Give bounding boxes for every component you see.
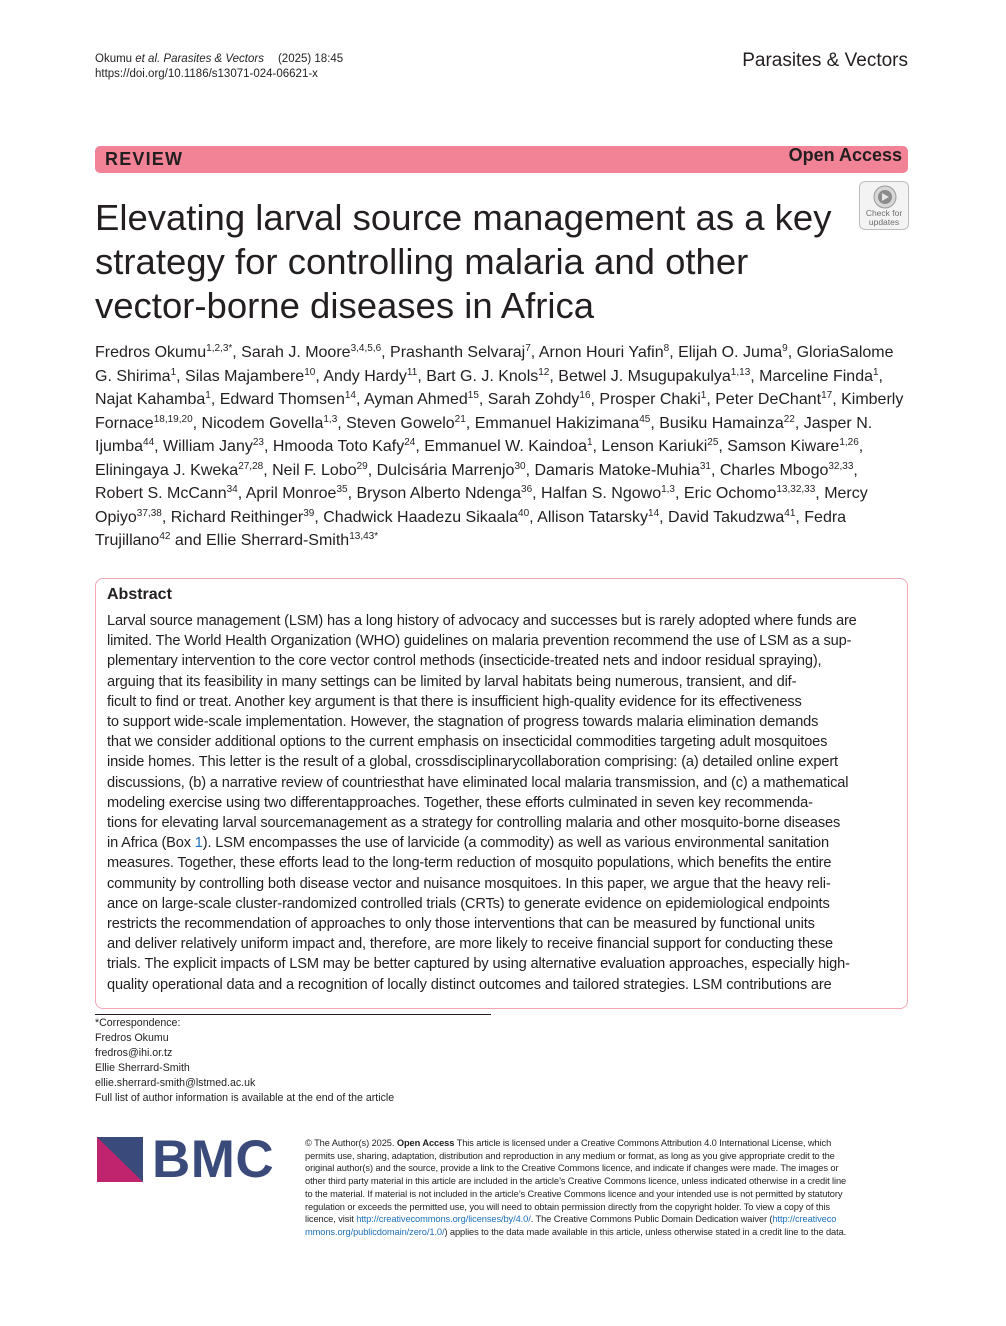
author: [356, 485, 532, 502]
author: [541, 485, 675, 502]
license-line: regulation or exceeds the permitted use, you will need to obtain permission directly from the copyright holder. To view a copy of this: [305, 1201, 830, 1212]
license-text: . The Creative Commons Public Domain Dedication waiver (: [530, 1214, 773, 1225]
author: [475, 415, 651, 432]
author-name: Chadwick Haadezu Sikaala: [323, 508, 519, 526]
author-affiliation: 37,38: [136, 507, 162, 519]
author-name: Mercy Opiyo: [95, 485, 868, 526]
license-text: licence, visit: [305, 1214, 357, 1225]
author-name: Eric Ochomo: [683, 485, 777, 502]
abstract-line: limited. The World Health Organization (WHO) guidelines on malaria prevention recommend the use of LSM as a sup-: [107, 633, 852, 650]
check-for-updates-icon: [873, 185, 897, 209]
author: [720, 462, 854, 479]
copyright: © The Author(s) 2025.: [305, 1138, 397, 1148]
correspondence-label: *Correspondence:: [95, 1017, 181, 1029]
author-affiliation: 40: [518, 507, 530, 519]
license-line: other third party material in this article are included in the article’s Creative Commons licence, unless indicated otherwise in a credit line: [305, 1176, 847, 1187]
author: [95, 344, 232, 361]
abstract-line: Larval source management (LSM) has a long history of advocacy and successes but is rarely adopted where funds are: [107, 613, 857, 629]
author-affiliation: 18,19,20: [153, 413, 193, 425]
author-name: Damaris Matoke-Muhia: [534, 461, 700, 479]
author-affiliation: 21: [454, 413, 466, 425]
author-name: Najat Kahamba: [95, 391, 206, 408]
correspondence-email-1[interactable]: fredros@ihi.or.tz: [95, 1047, 173, 1059]
author-affiliation: 30: [514, 460, 526, 472]
abstract-line: tions for elevating larval sourcemanagement as a strategy for controlling malaria and other mosquito-borne diseases: [107, 815, 841, 832]
author-affiliation: 31: [699, 460, 711, 472]
citation-year: (2025) 18:45: [277, 53, 344, 65]
abstract-line: and deliver relatively uniform impact and, therefore, are more likely to receive financial support for conducting these: [107, 936, 833, 953]
abstract-line: plementary intervention to the core vector control methods (insecticide-treated nets and indoor residual spraying),: [107, 653, 822, 670]
abstract-line: modeling exercise using two differentapproaches. Together, these efforts culminated in seven key recommenda-: [107, 794, 813, 811]
abstract-line: quality operational data and a recognition of locally distinct outcomes and tailored strategies. LSM contributions are: [107, 976, 832, 993]
author: [534, 462, 711, 479]
abstract-line: ficult to find or treat. Another key argument is that there is insufficient high-quality evidence for its effectiveness: [107, 693, 802, 710]
license-text: ) applies to the data made available in this article, unless otherwise stated in a credit line to the data.: [444, 1226, 847, 1237]
author: [364, 391, 479, 408]
footnote-rule: [95, 1014, 491, 1015]
author: [95, 391, 211, 408]
citation-etal: et al.: [135, 53, 161, 65]
author-affiliation: 1: [170, 366, 177, 378]
license-line: [305, 1137, 908, 1150]
author-affiliation: 1: [872, 366, 879, 378]
author: [323, 368, 417, 385]
abstract-heading: Abstract: [107, 586, 172, 603]
author: [323, 509, 529, 526]
box-link[interactable]: 1: [194, 835, 203, 852]
author-name: Emmanuel Hakizimana: [474, 414, 640, 432]
author-affiliation: 16: [579, 390, 591, 401]
author: [202, 415, 338, 432]
author: [539, 344, 669, 361]
journal-name: Parasites & Vectors: [742, 50, 908, 71]
author-name: Halfan S. Ngowo: [541, 485, 662, 502]
author: [727, 438, 859, 455]
author-name: Neil F. Lobo: [272, 461, 357, 479]
author-affiliation: 9: [782, 343, 788, 354]
author-affiliation: 1,3: [323, 413, 338, 425]
author-affiliation: 36: [521, 484, 533, 495]
author-name: Ellie Sherrard-Smith: [206, 532, 350, 549]
author-name: Samson Kiware: [727, 438, 840, 455]
citation: [95, 52, 343, 67]
author-affiliation: 15: [467, 390, 479, 401]
author-name: Silas Majambere: [185, 367, 305, 385]
author-affiliation: 13,43*: [349, 531, 379, 542]
author-affiliation: 1,3: [661, 484, 675, 495]
author-name: Bart G. J. Knols: [426, 367, 539, 385]
author-name: William Jany: [163, 438, 253, 455]
abstract-line: measures. Together, these efforts lead to the long-term reduction of mosquito populations, which benefits the entire: [107, 855, 832, 872]
author-list: Fredros Okumu$^{1,2,3*}$, Sarah J. Moore$^{3,4,5,6}$, Prashanth Selvaraj$^7$, Arnon Houri Yafin$^8$, Elijah O. Juma$^9$, GloriaSalome G. Shirima$^1$, Silas Majambere$^{10}$, Andy Hardy$^{11}$, Bart G. J. Knols$^{12}$, Betwel J. Msugupakulya$^{1,13}$, Marceline Finda$^1$, Najat Kahamba$^1$, Edward Thomsen$^{14}$, Ayman Ahmed$^{15}$, Sarah Zohdy$^{16}$, Prosper Chaki$^1$, Peter DeChant$^{17}$, Kimberly Fornace$^{18,19,20}$, Nicodem Govella$^{1,3}$, Steven Gowelo$^{21}$, Emmanuel Hakizimana$^{45}$, Busiku Hamainza$^{22}$, Jasper N. Ijumba$^{44}$, William Jany$^{23}$, Hmooda Toto Kafy$^{24}$, Emmanuel W. Kaindoa$^1$, Lenson Kariuki$^{25}$, Samson Kiware$^{1,26}$, Eliningaya J. Kweka$^{27,28}$, Neil F. Lobo$^{29}$, Dulcisária Marrenjo$^{30}$, Damaris Matoke-Muhia$^{31}$, Charles Mbogo$^{32,33}$, Robert S. McCann$^{34}$, April Monroe$^{35}$, Bryson Alberto Ndenga$^{36}$, Halfan S. Ngowo$^{1,3}$, Eric Ochomo$^{13,32,33}$, Mercy Opiyo$^{37,38}$, Richard Reithinger$^{39}$, Chadwick Haadezu Sikaala$^{40}$, Allison Tatarsky$^{14}$, David Takudzwa$^{41}$, Fedra Trujillano$^{42}$ and Ellie Sherrard-Smith$^{13,43*}$: [95, 343, 904, 549]
license-line: to the material. If material is not included in the article’s Creative Commons licence and your intended use is not permitted by statutory: [305, 1188, 843, 1199]
license-statement: [305, 1137, 908, 1239]
author-affiliation: 17: [821, 390, 833, 401]
author-name: Busiku Hamainza: [659, 414, 784, 432]
author-affiliation: 7: [525, 343, 531, 354]
author-name: Fedra Trujillano: [95, 508, 847, 549]
author-name: Betwel J. Msugupakulya: [558, 367, 731, 385]
author: [272, 462, 368, 479]
abstract-line: discussions, (b) a narrative review of countriesthat have eliminated local malaria transmission, and (c) a mathematical: [107, 774, 849, 791]
abstract-line: restricts the recommendation of approaches to only those interventions that can be measured by functional units: [107, 916, 815, 933]
author-name: GloriaSalome G. Shirima: [95, 344, 894, 385]
author-name: Ayman Ahmed: [364, 391, 468, 408]
author-affiliation: 24: [404, 437, 416, 448]
author: [220, 391, 356, 408]
author-affiliation: 14: [648, 507, 660, 519]
author: [488, 391, 591, 408]
author-name: Kimberly Fornace: [95, 391, 904, 432]
correspondence-name-1: Fredros Okumu: [95, 1032, 169, 1044]
author-name: Emmanuel W. Kaindoa: [424, 438, 587, 455]
cc-zero-link[interactable]: http://creativeco: [772, 1214, 837, 1225]
license-text: This article is licensed under a Creative Commons Attribution 4.0 International License, which: [454, 1138, 832, 1148]
abstract-box: [95, 578, 908, 1009]
author-name: Fredros Okumu: [95, 344, 207, 361]
check-for-updates-badge[interactable]: [859, 181, 909, 230]
author-affiliation: 13,32,33: [776, 484, 816, 495]
license-line: permits use, sharing, adaptation, distribution and reproduction in any medium or format, as long as you give appropriate credit to the: [305, 1150, 835, 1161]
author-info-note: Full list of author information is available at the end of the article: [95, 1092, 395, 1104]
license-line: [305, 1226, 908, 1239]
abstract-line: community by controlling both disease vector and nuisance mosquitoes. In this paper, we argue that the heavy reli-: [107, 875, 831, 892]
author-affiliation: 25: [707, 437, 719, 448]
author: [185, 368, 315, 385]
author-name: Edward Thomsen: [219, 391, 345, 408]
authors-conjunction: and: [174, 532, 207, 549]
author-affiliation: 1,2,3*: [206, 343, 233, 354]
author-name: Prosper Chaki: [599, 391, 701, 408]
author: [241, 344, 381, 361]
author-name: Sarah J. Moore: [241, 344, 351, 361]
author-name: Elijah O. Juma: [678, 344, 783, 361]
author: [678, 344, 788, 361]
author-affiliation: 29: [356, 460, 368, 472]
author: [95, 485, 238, 502]
author: [246, 485, 348, 502]
author-name: Hmooda Toto Kafy: [272, 438, 405, 455]
correspondence-name-2: Ellie Sherrard-Smith: [95, 1062, 190, 1074]
author-name: Sarah Zohdy: [487, 391, 580, 408]
author-affiliation: 11: [406, 366, 418, 378]
author-affiliation: 8: [663, 343, 670, 354]
author: [668, 509, 795, 526]
author: [759, 368, 878, 385]
author-affiliation: 1: [586, 437, 593, 448]
author: [601, 438, 718, 455]
abstract-line: that we consider additional options to the current emphasis on insecticidal commodities targeting adult mosquitoes: [107, 734, 828, 751]
author-affiliation: 44: [143, 437, 155, 448]
bmc-logo-mark: [97, 1137, 145, 1182]
abstract-line: inside homes. This letter is the result of a global, crossdisciplinarycollaboration comprising: (a) detailed online expert: [107, 754, 838, 771]
author-name: Robert S. McCann: [95, 485, 227, 502]
author-affiliation: 42: [159, 531, 171, 542]
author: [206, 532, 378, 549]
badge-line2: updates: [868, 217, 900, 227]
author: [390, 344, 531, 361]
correspondence-email-2[interactable]: ellie.sherrard-smith@lstmed.ac.uk: [95, 1077, 256, 1089]
article-type-bar: [95, 146, 908, 173]
author-name: Lenson Kariuki: [601, 438, 708, 455]
author: [426, 368, 549, 385]
author-affiliation: 35: [336, 484, 348, 495]
author-affiliation: 32,33: [828, 460, 854, 472]
author: [537, 509, 659, 526]
cc-by-license-link[interactable]: http://creativecommons.org/licenses/by/4.0/: [356, 1214, 531, 1225]
author-name: Nicodem Govella: [201, 414, 324, 432]
bmc-logo-text: BMC: [152, 1130, 275, 1189]
citation-authors: Okumu: [95, 53, 136, 65]
license-line: original author(s) and the source, provide a link to the Creative Commons licence, and indicate if changes were made. The images or: [305, 1163, 839, 1174]
author-affiliation: 1: [205, 390, 211, 401]
license-open-access: Open Access: [396, 1138, 455, 1148]
author: [377, 462, 526, 479]
author-affiliation: 1,26: [839, 437, 859, 448]
author-name: April Monroe: [245, 485, 337, 502]
badge-line1: Check for: [865, 208, 903, 218]
author-affiliation: 14: [344, 390, 356, 401]
author: [95, 462, 263, 479]
author-name: Steven Gowelo: [346, 414, 455, 432]
abstract-line: trials. The explicit impacts of LSM may be better captured by using alternative evaluation approaches, especially high-: [107, 956, 850, 973]
author-name: Bryson Alberto Ndenga: [356, 485, 522, 502]
author-affiliation: 22: [783, 413, 795, 425]
author: [273, 438, 415, 455]
author: [684, 485, 815, 502]
author-affiliation: 1: [700, 390, 707, 401]
bmc-logo: [97, 1130, 275, 1189]
doi-link[interactable]: https://doi.org/10.1186/s13071-024-06621-x: [95, 68, 318, 80]
author-name: Marceline Finda: [759, 367, 873, 385]
author-name: Jasper N. Ijumba: [95, 414, 873, 455]
author-affiliation: 3,4,5,6: [350, 343, 382, 354]
abstract-line: to support wide-scale implementation. However, the stagnation of progress towards malaria elimination demands: [107, 714, 819, 731]
open-access-label: Open Access: [788, 145, 902, 165]
author-name: Peter DeChant: [715, 391, 822, 408]
author-name: Charles Mbogo: [719, 461, 829, 479]
author-name: Dulcisária Marrenjo: [376, 461, 515, 479]
abstract-body: [107, 611, 897, 995]
author-affiliation: 39: [303, 507, 315, 519]
running-header: [95, 52, 343, 82]
abstract-line: arguing that its feasibility in many settings can be limited by larval habitats being numerous, transient, and dif-: [107, 673, 797, 690]
author-name: Arnon Houri Yafin: [538, 344, 664, 361]
abstract-line: ance on large-scale cluster-randomized controlled trials (CRTs) to generate evidence on epidemiological endpoints: [107, 895, 830, 912]
author: [163, 438, 264, 455]
author-name: Allison Tatarsky: [537, 508, 649, 526]
license-line: [305, 1213, 908, 1226]
author: [599, 391, 706, 408]
author: [715, 391, 832, 408]
author: [558, 368, 750, 385]
author-affiliation: 1,13: [730, 366, 751, 378]
author-name: Eliningaya J. Kweka: [95, 461, 239, 479]
author-name: Andy Hardy: [323, 367, 407, 385]
correspondence: [95, 1016, 394, 1106]
author-affiliation: 23: [252, 437, 264, 448]
cc-zero-link-cont[interactable]: mmons.org/publicdomain/zero/1.0/: [305, 1226, 445, 1237]
author-name: Prashanth Selvaraj: [390, 344, 526, 361]
author: [424, 438, 592, 455]
author-name: David Takudzwa: [668, 508, 785, 526]
author: [171, 509, 315, 526]
author-affiliation: 12: [538, 366, 550, 378]
author-affiliation: 10: [304, 366, 316, 378]
author-affiliation: 41: [784, 507, 796, 519]
author-affiliation: 34: [226, 484, 238, 495]
author: [659, 415, 795, 432]
author: [346, 415, 466, 432]
abstract-line: in Africa (Box 1). LSM encompasses the use of larvicide (a commodity) as well as various environmental sanitation: [107, 835, 829, 852]
author-name: Richard Reithinger: [170, 508, 304, 526]
author-affiliation: 45: [639, 413, 651, 425]
article-title: Elevating larval source management as a key strategy for controlling malaria and other vector-borne diseases in Africa: [95, 197, 832, 326]
author-affiliation: 27,28: [238, 460, 264, 472]
article-type: REVIEW: [105, 149, 184, 169]
citation-journal: Parasites & Vectors: [160, 53, 264, 65]
